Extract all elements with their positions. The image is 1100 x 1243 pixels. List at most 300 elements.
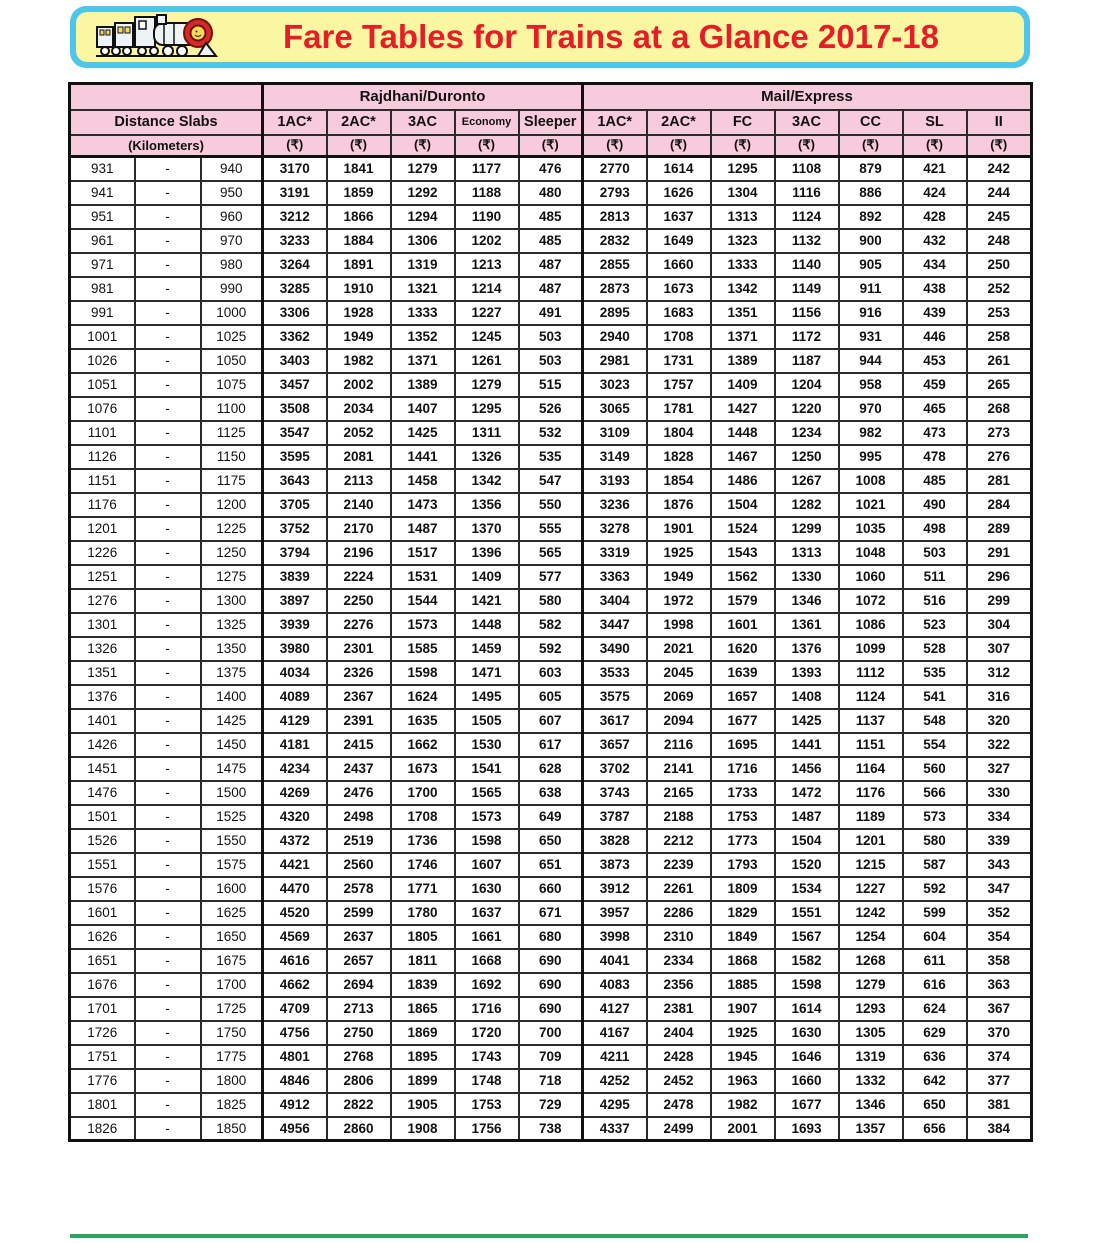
rupee-unit-cell: (₹) <box>711 135 775 157</box>
fare-cell: 1771 <box>391 877 455 901</box>
fare-cell: 358 <box>967 949 1032 973</box>
fare-cell: 4569 <box>263 925 327 949</box>
fare-cell: 3363 <box>583 565 647 589</box>
fare-cell: 3362 <box>263 325 327 349</box>
fare-cell: 370 <box>967 1021 1032 1045</box>
distance-to: 1450 <box>201 733 263 757</box>
fare-cell: 1700 <box>391 781 455 805</box>
fare-cell: 276 <box>967 445 1032 469</box>
fare-cell: 1804 <box>647 421 711 445</box>
fare-cell: 1448 <box>711 421 775 445</box>
fare-cell: 3839 <box>263 565 327 589</box>
fare-cell: 1982 <box>327 349 391 373</box>
distance-from: 981 <box>70 277 135 301</box>
fare-cell: 1060 <box>839 565 903 589</box>
fare-cell: 1859 <box>327 181 391 205</box>
fare-cell: 1086 <box>839 613 903 637</box>
fare-cell: 680 <box>519 925 583 949</box>
fare-cell: 3278 <box>583 517 647 541</box>
fare-cell: 312 <box>967 661 1032 685</box>
unit-header-row <box>70 135 1032 157</box>
fare-cell: 2498 <box>327 805 391 829</box>
fare-cell: 1267 <box>775 469 839 493</box>
fare-cell: 4470 <box>263 877 327 901</box>
fare-cell: 1551 <box>775 901 839 925</box>
fare-cell: 1524 <box>711 517 775 541</box>
fare-cell: 1866 <box>327 205 391 229</box>
fare-cell: 1295 <box>455 397 519 421</box>
fare-cell: 2437 <box>327 757 391 781</box>
fare-cell: 1746 <box>391 853 455 877</box>
fare-cell: 434 <box>903 253 967 277</box>
fare-cell: 528 <box>903 637 967 661</box>
distance-to: 970 <box>201 229 263 253</box>
fare-cell: 1839 <box>391 973 455 997</box>
distance-from: 1676 <box>70 973 135 997</box>
fare-cell: 453 <box>903 349 967 373</box>
fare-cell: 2170 <box>327 517 391 541</box>
fare-cell: 616 <box>903 973 967 997</box>
fare-cell: 2276 <box>327 613 391 637</box>
fare-cell: 367 <box>967 997 1032 1021</box>
fare-cell: 4034 <box>263 661 327 685</box>
distance-to: 1625 <box>201 901 263 925</box>
distance-to: 1525 <box>201 805 263 829</box>
fare-cell: 2188 <box>647 805 711 829</box>
distance-from: 1326 <box>70 637 135 661</box>
fare-cell: 1614 <box>647 157 711 181</box>
range-separator: - <box>135 325 201 349</box>
fare-cell: 2081 <box>327 445 391 469</box>
fare-cell: 1910 <box>327 277 391 301</box>
distance-to: 1350 <box>201 637 263 661</box>
distance-from: 1101 <box>70 421 135 445</box>
fare-cell: 4295 <box>583 1093 647 1117</box>
distance-from: 1576 <box>70 877 135 901</box>
fare-cell: 265 <box>967 373 1032 397</box>
fare-cell: 1304 <box>711 181 775 205</box>
fare-cell: 3212 <box>263 205 327 229</box>
fare-cell: 1598 <box>455 829 519 853</box>
distance-from: 961 <box>70 229 135 253</box>
fare-cell: 281 <box>967 469 1032 493</box>
fare-cell: 1505 <box>455 709 519 733</box>
table-row <box>70 229 1032 253</box>
fare-cell: 1661 <box>455 925 519 949</box>
fare-cell: 611 <box>903 949 967 973</box>
table-row <box>70 733 1032 757</box>
fare-cell: 1202 <box>455 229 519 253</box>
fare-cell: 1601 <box>711 613 775 637</box>
fare-cell: 1756 <box>455 1117 519 1141</box>
fare-cell: 656 <box>903 1117 967 1141</box>
fare-cell: 1459 <box>455 637 519 661</box>
fare-cell: 1495 <box>455 685 519 709</box>
table-row <box>70 565 1032 589</box>
table-row <box>70 925 1032 949</box>
fare-cell: 1346 <box>775 589 839 613</box>
table-row <box>70 397 1032 421</box>
distance-to: 1225 <box>201 517 263 541</box>
table-row <box>70 205 1032 229</box>
fare-cell: 982 <box>839 421 903 445</box>
fare-cell: 503 <box>903 541 967 565</box>
fare-cell: 4956 <box>263 1117 327 1141</box>
fare-cell: 1487 <box>391 517 455 541</box>
fare-cell: 900 <box>839 229 903 253</box>
fare-cell: 334 <box>967 805 1032 829</box>
corner-cell <box>70 84 263 110</box>
range-separator: - <box>135 709 201 733</box>
fare-cell: 580 <box>903 829 967 853</box>
fare-cell: 3939 <box>263 613 327 637</box>
fare-cell: 911 <box>839 277 903 301</box>
fare-cell: 1908 <box>391 1117 455 1141</box>
fare-cell: 566 <box>903 781 967 805</box>
fare-cell: 718 <box>519 1069 583 1093</box>
fare-cell: 931 <box>839 325 903 349</box>
fare-cell: 339 <box>967 829 1032 853</box>
fare-cell: 2768 <box>327 1045 391 1069</box>
fare-cell: 2560 <box>327 853 391 877</box>
fare-cell: 1733 <box>711 781 775 805</box>
fare-cell: 476 <box>519 157 583 181</box>
fare-cell: 3404 <box>583 589 647 613</box>
fare-cell: 3170 <box>263 157 327 181</box>
fare-cell: 660 <box>519 877 583 901</box>
fare-cell: 1356 <box>455 493 519 517</box>
fare-cell: 3752 <box>263 517 327 541</box>
fare-cell: 2806 <box>327 1069 391 1093</box>
fare-cell: 3533 <box>583 661 647 685</box>
fare-cell: 535 <box>519 445 583 469</box>
fare-cell: 2334 <box>647 949 711 973</box>
fare-cell: 250 <box>967 253 1032 277</box>
fare-cell: 289 <box>967 517 1032 541</box>
page-title: Fare Tables for Trains at a Glance 2017-18 <box>282 18 940 55</box>
fare-cell: 2021 <box>647 637 711 661</box>
fare-cell: 480 <box>519 181 583 205</box>
fare-cell: 438 <box>903 277 967 301</box>
fare-cell: 1172 <box>775 325 839 349</box>
fare-cell: 1695 <box>711 733 775 757</box>
fare-cell: 4127 <box>583 997 647 1021</box>
distance-from: 1701 <box>70 997 135 1021</box>
fare-cell: 4372 <box>263 829 327 853</box>
fare-cell: 650 <box>519 829 583 853</box>
table-row <box>70 301 1032 325</box>
fare-cell: 2141 <box>647 757 711 781</box>
fare-cell: 296 <box>967 565 1032 589</box>
fare-cell: 354 <box>967 925 1032 949</box>
fare-cell: 1306 <box>391 229 455 253</box>
fare-cell: 1099 <box>839 637 903 661</box>
distance-from: 1526 <box>70 829 135 853</box>
fare-cell: 1828 <box>647 445 711 469</box>
fare-cell: 491 <box>519 301 583 325</box>
fare-cell: 3193 <box>583 469 647 493</box>
fare-cell: 1884 <box>327 229 391 253</box>
fare-cell: 465 <box>903 397 967 421</box>
fare-cell: 995 <box>839 445 903 469</box>
fare-cell: 4083 <box>583 973 647 997</box>
fare-cell: 248 <box>967 229 1032 253</box>
fare-cell: 2895 <box>583 301 647 325</box>
distance-to: 1650 <box>201 925 263 949</box>
fare-cell: 1504 <box>775 829 839 853</box>
fare-cell: 1408 <box>775 685 839 709</box>
group-header-rajdhani: Rajdhani/Duronto <box>263 84 583 110</box>
fare-cell: 582 <box>519 613 583 637</box>
distance-to: 1325 <box>201 613 263 637</box>
fare-cell: 1342 <box>711 277 775 301</box>
fare-cell: 1427 <box>711 397 775 421</box>
fare-cell: 2310 <box>647 925 711 949</box>
table-row <box>70 709 1032 733</box>
table-row <box>70 277 1032 301</box>
fare-cell: 1421 <box>455 589 519 613</box>
fare-cell: 2002 <box>327 373 391 397</box>
range-separator: - <box>135 349 201 373</box>
fare-cell: 548 <box>903 709 967 733</box>
fare-cell: 886 <box>839 181 903 205</box>
fare-cell: 1188 <box>455 181 519 205</box>
col-header-mail-cc: CC <box>839 110 903 135</box>
distance-from: 1626 <box>70 925 135 949</box>
fare-cell: 2391 <box>327 709 391 733</box>
fare-cell: 1201 <box>839 829 903 853</box>
fare-cell: 1677 <box>775 1093 839 1117</box>
fare-cell: 3065 <box>583 397 647 421</box>
title-banner <box>70 6 1030 68</box>
fare-cell: 1396 <box>455 541 519 565</box>
fare-table-body <box>70 157 1032 1141</box>
distance-to: 1425 <box>201 709 263 733</box>
distance-from: 1376 <box>70 685 135 709</box>
fare-cell: 651 <box>519 853 583 877</box>
fare-cell: 577 <box>519 565 583 589</box>
table-row <box>70 589 1032 613</box>
fare-cell: 428 <box>903 205 967 229</box>
fare-cell: 3643 <box>263 469 327 493</box>
fare-cell: 604 <box>903 925 967 949</box>
fare-cell: 268 <box>967 397 1032 421</box>
fare-cell: 487 <box>519 277 583 301</box>
fare-cell: 1635 <box>391 709 455 733</box>
fare-cell: 3264 <box>263 253 327 277</box>
table-row <box>70 1093 1032 1117</box>
fare-cell: 1164 <box>839 757 903 781</box>
fare-cell: 2873 <box>583 277 647 301</box>
fare-cell: 4181 <box>263 733 327 757</box>
fare-cell: 3794 <box>263 541 327 565</box>
range-separator: - <box>135 157 201 181</box>
fare-cell: 1598 <box>391 661 455 685</box>
table-row <box>70 517 1032 541</box>
fare-cell: 2113 <box>327 469 391 493</box>
fare-cell: 330 <box>967 781 1032 805</box>
range-separator: - <box>135 901 201 925</box>
fare-cell: 4421 <box>263 853 327 877</box>
fare-cell: 4269 <box>263 781 327 805</box>
fare-cell: 3787 <box>583 805 647 829</box>
range-separator: - <box>135 973 201 997</box>
fare-cell: 3285 <box>263 277 327 301</box>
range-separator: - <box>135 1069 201 1093</box>
fare-cell: 3828 <box>583 829 647 853</box>
fare-cell: 1176 <box>839 781 903 805</box>
fare-cell: 2981 <box>583 349 647 373</box>
table-row <box>70 181 1032 205</box>
fare-cell: 4167 <box>583 1021 647 1045</box>
distance-from: 1076 <box>70 397 135 421</box>
fare-cell: 573 <box>903 805 967 829</box>
fare-cell: 242 <box>967 157 1032 181</box>
fare-cell: 1323 <box>711 229 775 253</box>
fare-cell: 1352 <box>391 325 455 349</box>
fare-cell: 1108 <box>775 157 839 181</box>
fare-cell: 4252 <box>583 1069 647 1093</box>
table-row <box>70 757 1032 781</box>
fare-cell: 1811 <box>391 949 455 973</box>
fare-cell: 1467 <box>711 445 775 469</box>
fare-cell: 2196 <box>327 541 391 565</box>
fare-cell: 1579 <box>711 589 775 613</box>
fare-cell: 1021 <box>839 493 903 517</box>
fare-cell: 547 <box>519 469 583 493</box>
range-separator: - <box>135 925 201 949</box>
fare-cell: 1891 <box>327 253 391 277</box>
col-header-raj-sleeper: Sleeper <box>519 110 583 135</box>
fare-cell: 3617 <box>583 709 647 733</box>
fare-cell: 244 <box>967 181 1032 205</box>
fare-cell: 1458 <box>391 469 455 493</box>
distance-from: 1251 <box>70 565 135 589</box>
fare-cell: 580 <box>519 589 583 613</box>
fare-cell: 1294 <box>391 205 455 229</box>
distance-to: 990 <box>201 277 263 301</box>
fare-cell: 2326 <box>327 661 391 685</box>
fare-cell: 2034 <box>327 397 391 421</box>
fare-cell: 565 <box>519 541 583 565</box>
fare-cell: 1333 <box>391 301 455 325</box>
fare-cell: 1072 <box>839 589 903 613</box>
distance-from: 1601 <box>70 901 135 925</box>
fare-cell: 4089 <box>263 685 327 709</box>
distance-to: 1300 <box>201 589 263 613</box>
fare-cell: 3705 <box>263 493 327 517</box>
fare-cell: 2165 <box>647 781 711 805</box>
table-row <box>70 853 1032 877</box>
fare-cell: 3743 <box>583 781 647 805</box>
fare-cell: 1214 <box>455 277 519 301</box>
fare-cell: 2578 <box>327 877 391 901</box>
fare-cell: 1177 <box>455 157 519 181</box>
fare-cell: 1925 <box>711 1021 775 1045</box>
fare-cell: 1660 <box>775 1069 839 1093</box>
fare-cell: 1268 <box>839 949 903 973</box>
fare-cell: 4756 <box>263 1021 327 1045</box>
col-header-raj-3ac: 3AC <box>391 110 455 135</box>
fare-cell: 439 <box>903 301 967 325</box>
fare-cell: 1048 <box>839 541 903 565</box>
col-header-raj-economy: Economy <box>455 110 519 135</box>
fare-cell: 432 <box>903 229 967 253</box>
fare-cell: 3236 <box>583 493 647 517</box>
col-header-raj-2ac: 2AC* <box>327 110 391 135</box>
fare-cell: 4709 <box>263 997 327 1021</box>
fare-cell: 490 <box>903 493 967 517</box>
fare-cell: 1137 <box>839 709 903 733</box>
fare-cell: 690 <box>519 997 583 1021</box>
fare-cell: 3595 <box>263 445 327 469</box>
fare-cell: 2855 <box>583 253 647 277</box>
fare-cell: 459 <box>903 373 967 397</box>
fare-cell: 1456 <box>775 757 839 781</box>
fare-cell: 638 <box>519 781 583 805</box>
fare-cell: 3547 <box>263 421 327 445</box>
distance-from: 1826 <box>70 1117 135 1141</box>
fare-cell: 2476 <box>327 781 391 805</box>
fare-cell: 1242 <box>839 901 903 925</box>
fare-cell: 424 <box>903 181 967 205</box>
distance-to: 1725 <box>201 997 263 1021</box>
fare-cell: 374 <box>967 1045 1032 1069</box>
fare-cell: 2116 <box>647 733 711 757</box>
table-row <box>70 685 1032 709</box>
fare-cell: 3319 <box>583 541 647 565</box>
rupee-unit-cell: (₹) <box>775 135 839 157</box>
fare-cell: 916 <box>839 301 903 325</box>
distance-to: 960 <box>201 205 263 229</box>
fare-cell: 1124 <box>775 205 839 229</box>
fare-cell: 624 <box>903 997 967 1021</box>
fare-cell: 650 <box>903 1093 967 1117</box>
fare-cell: 299 <box>967 589 1032 613</box>
fare-cell: 3702 <box>583 757 647 781</box>
fare-cell: 1573 <box>391 613 455 637</box>
distance-from: 1051 <box>70 373 135 397</box>
table-row <box>70 1021 1032 1045</box>
fare-cell: 1809 <box>711 877 775 901</box>
col-header-mail-2ac: 2AC* <box>647 110 711 135</box>
fare-cell: 1213 <box>455 253 519 277</box>
range-separator: - <box>135 877 201 901</box>
fare-cell: 1520 <box>775 853 839 877</box>
rupee-unit-cell: (₹) <box>327 135 391 157</box>
distance-to: 1825 <box>201 1093 263 1117</box>
fare-cell: 320 <box>967 709 1032 733</box>
fare-cell: 1357 <box>839 1117 903 1141</box>
fare-cell: 1901 <box>647 517 711 541</box>
fare-cell: 1793 <box>711 853 775 877</box>
fare-cell: 3508 <box>263 397 327 421</box>
fare-cell: 3575 <box>583 685 647 709</box>
fare-cell: 2793 <box>583 181 647 205</box>
fare-cell: 1982 <box>711 1093 775 1117</box>
table-row <box>70 997 1032 1021</box>
fare-cell: 642 <box>903 1069 967 1093</box>
table-row <box>70 877 1032 901</box>
fare-cell: 1639 <box>711 661 775 685</box>
fare-cell: 1254 <box>839 925 903 949</box>
fare-cell: 2250 <box>327 589 391 613</box>
distance-to: 1850 <box>201 1117 263 1141</box>
range-separator: - <box>135 277 201 301</box>
range-separator: - <box>135 469 201 493</box>
fare-cell: 1326 <box>455 445 519 469</box>
distance-from: 1201 <box>70 517 135 541</box>
